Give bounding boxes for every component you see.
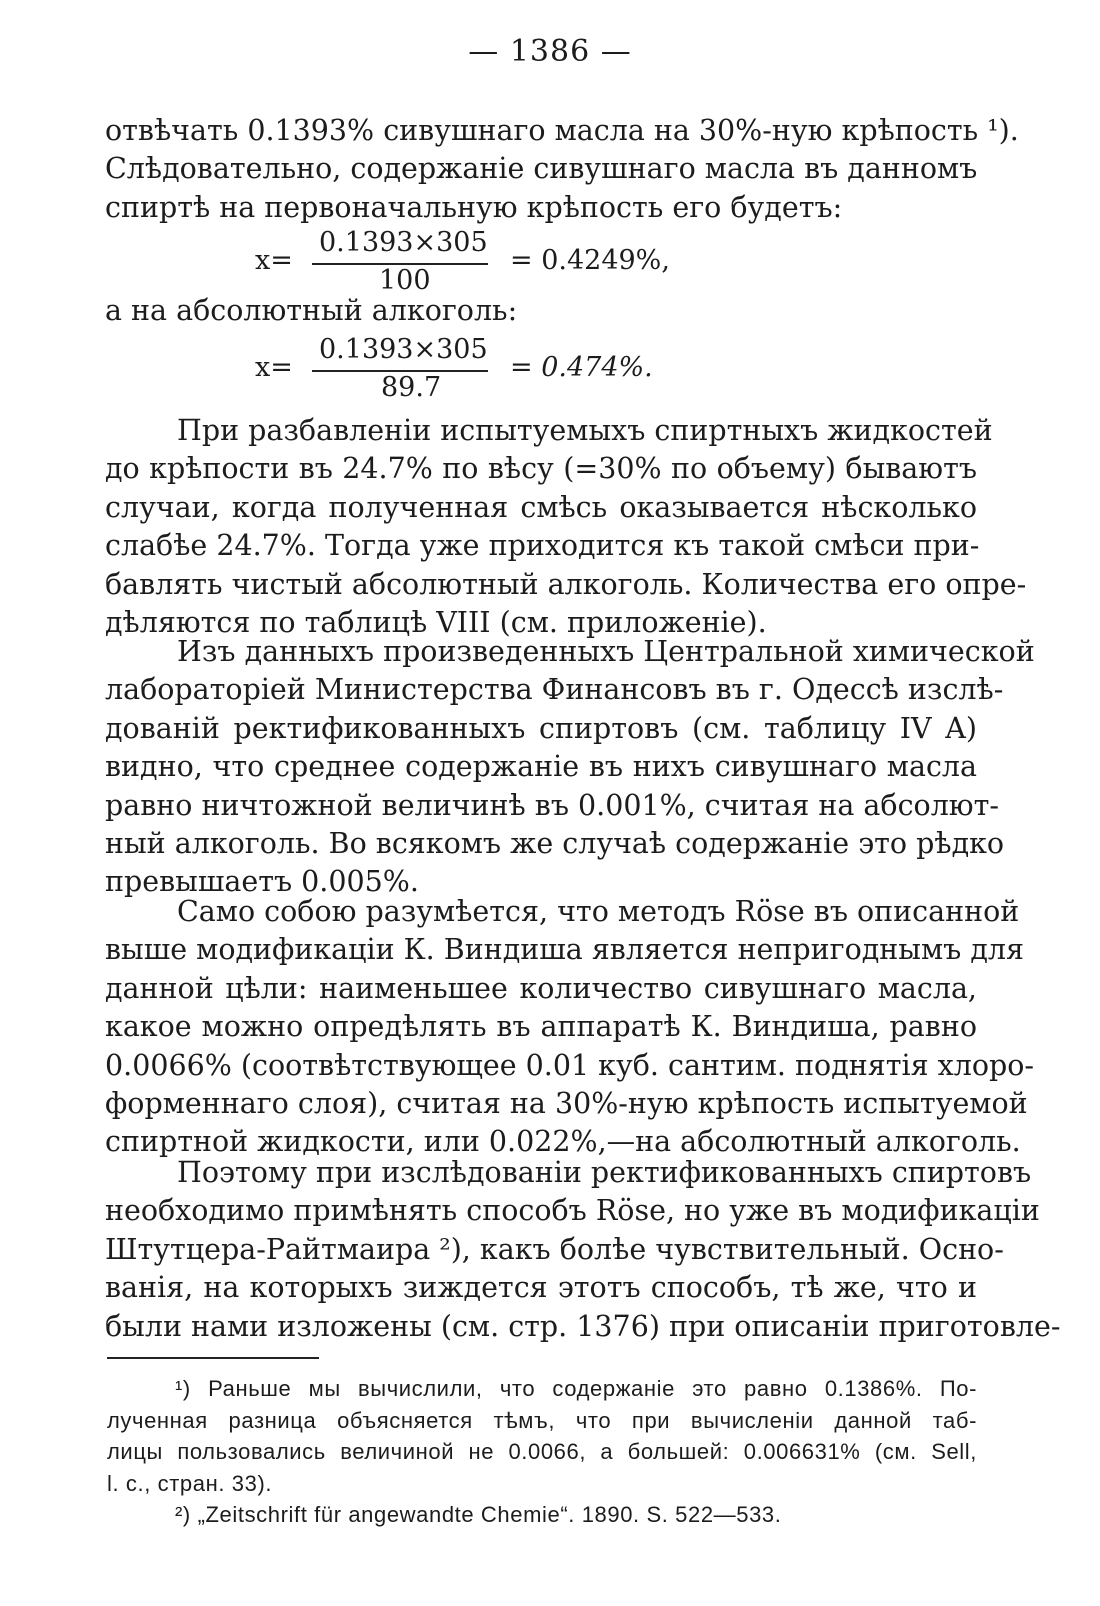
formula-lhs: x=	[255, 352, 293, 383]
paragraph-stutzer	[105, 1154, 1061, 1346]
page-number: — 1386 —	[468, 34, 632, 69]
text-line: лабораторіей Министерства Финансовъ въ г. Одессѣ изслѣ-	[105, 673, 1004, 707]
text-line: случаи, когда полученная смѣсь оказывается нѣсколько	[105, 490, 977, 524]
text-line: слабѣе 24.7%. Тогда уже приходится къ такой смѣси при-	[105, 529, 980, 563]
text-line: какое можно опредѣлять въ аппаратѣ К. Виндиша, равно	[105, 1010, 977, 1044]
text-line: форменнаго слоя), считая на 30%-ную крѣпость испытуемой	[105, 1087, 1028, 1121]
text-line: были нами изложены (см. стр. 1376) при описаніи приготовле-	[105, 1309, 1061, 1343]
text-line: спиртѣ на первоначальную крѣпость его будетъ:	[105, 190, 843, 224]
footnote-line: ²) „Zeitschrift für angewandte Chemie“. 1890. S. 522—533.	[175, 1502, 782, 1527]
text-line: Поэтому при изслѣдованіи ректификованныхъ спиртовъ	[177, 1156, 1032, 1189]
paragraph-continuation	[105, 112, 1019, 227]
footnote-line: l. c., стран. 33).	[107, 1470, 273, 1496]
paragraph-laboratory	[105, 633, 1035, 902]
footnote-line: ¹) Раньше мы вычислили, что содержаніе это равно 0.1386%. По-	[175, 1376, 977, 1401]
footnote-divider	[107, 1357, 319, 1359]
text-line: Изъ данныхъ произведенныхъ Центральной химической	[177, 635, 1035, 668]
formula-lhs: x=	[255, 245, 293, 276]
formula-denominator: 89.7	[381, 372, 442, 403]
connector-text	[105, 292, 977, 330]
text-line: необходимо примѣнять способъ Röse, но уже въ модификаціи	[105, 1194, 1040, 1228]
text-line: отвѣчать 0.1393% сивушнаго масла на 30%-ную крѣпость ¹).	[105, 114, 1019, 147]
text-line: равно ничтожной величинѣ въ 0.001%, считая на абсолют-	[105, 788, 1000, 822]
footnote-1	[107, 1373, 977, 1499]
text-line: спиртной жидкости, или 0.022%,—на абсолютный алкоголь.	[105, 1125, 1021, 1159]
formula-absolute-alcohol	[255, 336, 715, 406]
formula-denominator: 100	[379, 265, 431, 296]
text-line: данной цѣли: наименьшее количество сивушнаго масла,	[105, 971, 977, 1005]
text-line: Само собою разумѣется, что методъ Röse въ описанной	[177, 895, 1020, 928]
text-line: дѣляются по таблицѣ VIII (см. приложеніе).	[105, 606, 767, 640]
formula-initial-strength	[255, 229, 715, 299]
text-line: 0.0066% (соотвѣтствующее 0.01 куб. сантим. поднятія хлоро-	[105, 1048, 1035, 1082]
text-line: Штутцера-Райтмаира ²), какъ болѣе чувствительный. Осно-	[105, 1232, 1004, 1266]
formula-result	[510, 354, 653, 381]
text-line: а на абсолютный алкоголь:	[105, 294, 518, 327]
formula-result: = 0.4249%,	[510, 245, 670, 276]
paragraph-method-rose	[105, 893, 1035, 1162]
formula-numerator: 0.1393×305	[319, 227, 488, 258]
footnotes	[107, 1373, 977, 1531]
text-line: до крѣпости въ 24.7% по вѣсу (=30% по объему) бываютъ	[105, 452, 977, 486]
footnote-2	[107, 1499, 977, 1531]
text-line: превышаетъ 0.005%.	[105, 865, 419, 899]
text-line: При разбавленіи испытуемыхъ спиртныхъ жидкостей	[177, 414, 993, 447]
text-line: дованій ректификованныхъ спиртовъ (см. таблицу IV A)	[105, 711, 977, 745]
text-line: ванія, на которыхъ зиждется этотъ способъ, тѣ же, что и	[105, 1271, 977, 1305]
formula-numerator: 0.1393×305	[319, 334, 488, 365]
text-line: бавлять чистый абсолютный алкоголь. Количества его опре-	[105, 567, 1027, 601]
text-line: выше модификаціи К. Виндиша является непригоднымъ для	[105, 933, 1024, 967]
paragraph-dilution	[105, 412, 1027, 642]
result-value: 0.474%.	[541, 352, 653, 383]
text-line: ный алкоголь. Во всякомъ же случаѣ содержаніе это рѣдко	[105, 827, 1005, 861]
footnote-line: лицы пользовались величиной не 0.0066, а большей: 0.006631% (см. Sell,	[107, 1439, 977, 1464]
text-line: видно, что среднее содержаніе въ нихъ сивушнаго масла	[105, 750, 977, 784]
equals-sign: =	[510, 352, 533, 383]
footnote-line: лученная разница объясняется тѣмъ, что при вычисленіи данной таб-	[107, 1407, 977, 1433]
text-line: Слѣдовательно, содержаніе сивушнаго масла въ данномъ	[105, 152, 978, 186]
